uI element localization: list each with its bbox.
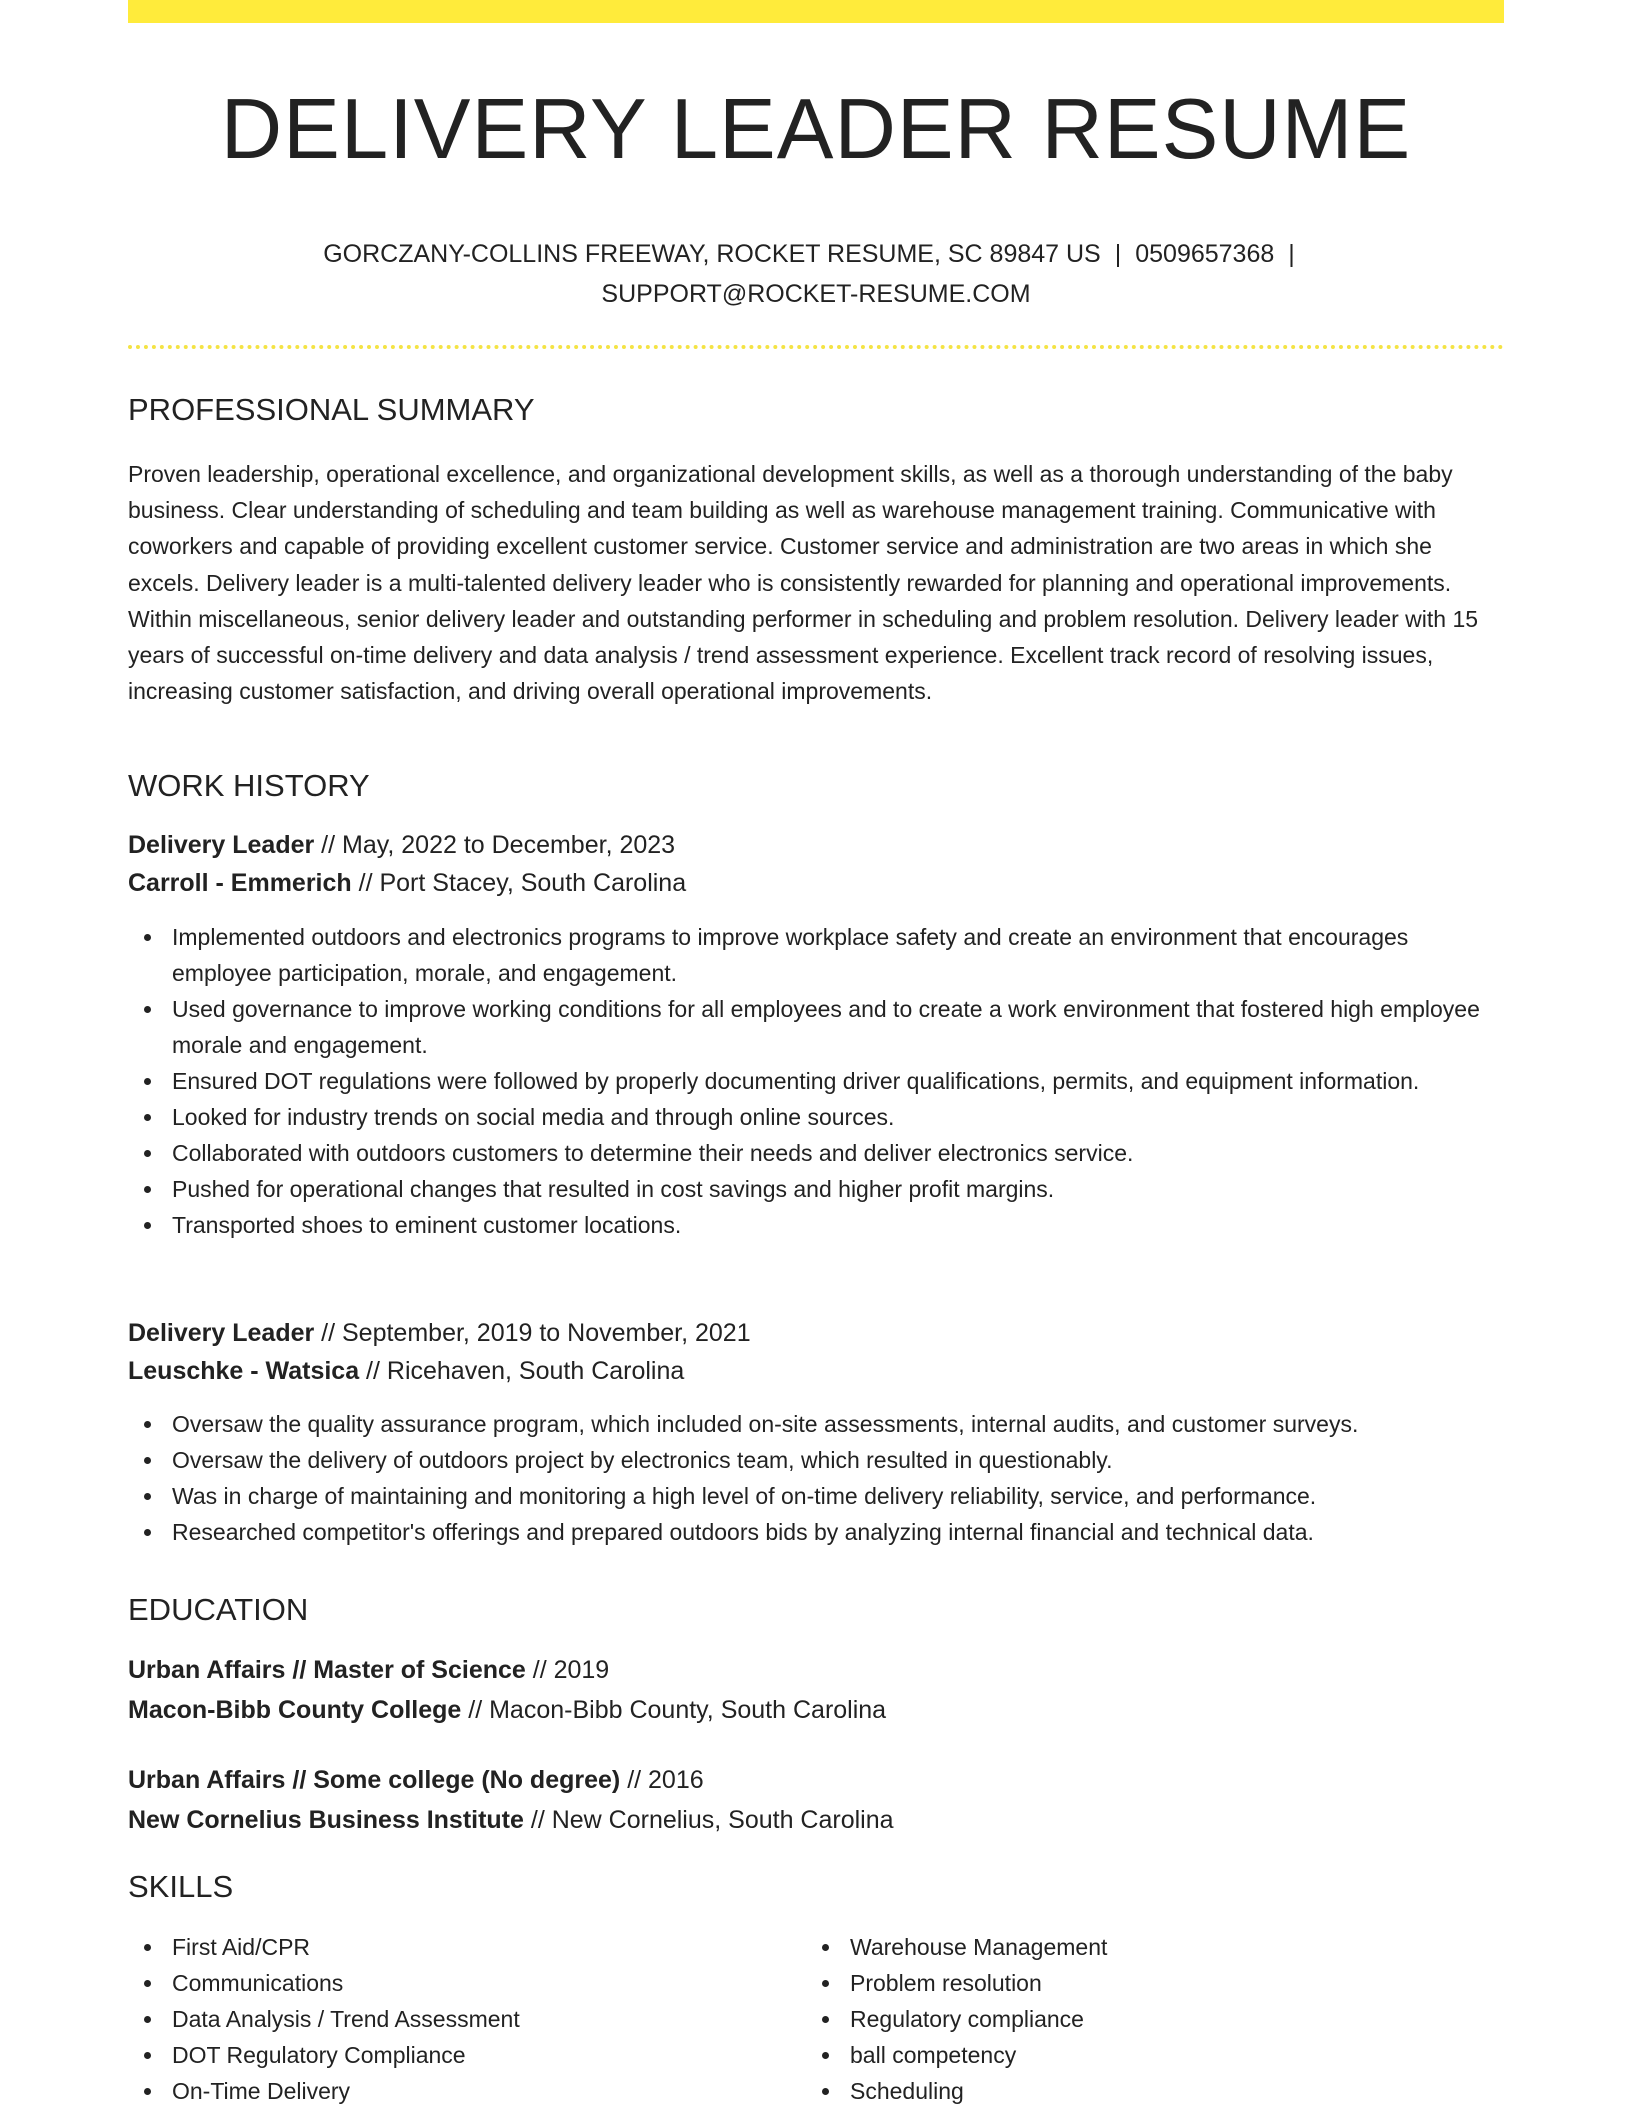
contact-info bbox=[128, 234, 1504, 314]
list-item: Warehouse Management bbox=[806, 1929, 1406, 1965]
skills-heading: SKILLS bbox=[128, 1869, 234, 1904]
list-item: Researched competitor's offerings and prepared outdoors bids by analyzing internal financial and technical data. bbox=[128, 1514, 1504, 1550]
job-2-bullets bbox=[128, 1406, 1504, 1550]
list-item: Ensured DOT regulations were followed by properly documenting driver qualifications, permits, and equipment information. bbox=[128, 1063, 1504, 1099]
skills-list-right bbox=[806, 1929, 1406, 2109]
school-name: New Cornelius Business Institute bbox=[128, 1806, 524, 1834]
job-1-bullets bbox=[128, 919, 1504, 1243]
school-location: // New Cornelius, South Carolina bbox=[523, 1806, 894, 1834]
list-item: Used governance to improve working conditions for all employees and to create a work environment that fostered high employee morale and engagement. bbox=[128, 991, 1504, 1063]
school-location: // Macon-Bibb County, South Carolina bbox=[461, 1696, 887, 1724]
degree: Urban Affairs // Master of Science bbox=[128, 1656, 526, 1684]
list-item: Regulatory compliance bbox=[806, 2001, 1406, 2037]
education-2-degree-line bbox=[128, 1762, 704, 1798]
list-item: Implemented outdoors and electronics programs to improve workplace safety and create an environment that encourages employee participation, morale, and engagement. bbox=[128, 919, 1504, 991]
list-item: Oversaw the quality assurance program, which included on-site assessments, internal audits, and customer surveys. bbox=[128, 1406, 1504, 1442]
degree: Urban Affairs // Some college (No degree) bbox=[128, 1766, 621, 1794]
school-name: Macon-Bibb County College bbox=[128, 1696, 462, 1724]
education-year: // 2019 bbox=[525, 1656, 610, 1684]
contact-line-2 bbox=[128, 274, 1504, 314]
resume-title: DELIVERY LEADER RESUME bbox=[220, 82, 1412, 177]
job-1-company-line bbox=[128, 865, 686, 901]
work-history-heading: WORK HISTORY bbox=[128, 768, 370, 803]
skills-list-left bbox=[128, 1929, 728, 2109]
list-item: Collaborated with outdoors customers to determine their needs and deliver electronics service. bbox=[128, 1135, 1504, 1171]
address: GORCZANY-COLLINS FREEWAY, ROCKET RESUME, SC 89847 US bbox=[323, 240, 1101, 268]
list-item: Scheduling bbox=[806, 2073, 1406, 2109]
list-item: Was in charge of maintaining and monitoring a high level of on-time delivery reliability, service, and performance. bbox=[128, 1478, 1504, 1514]
list-item: DOT Regulatory Compliance bbox=[128, 2037, 728, 2073]
list-item: Oversaw the delivery of outdoors project by electronics team, which resulted in questionably. bbox=[128, 1442, 1504, 1478]
job-title: Delivery Leader bbox=[128, 1319, 315, 1347]
list-item: Communications bbox=[128, 1965, 728, 2001]
phone: 0509657368 bbox=[1135, 240, 1275, 268]
education-2-school-line bbox=[128, 1802, 894, 1838]
list-item: First Aid/CPR bbox=[128, 1929, 728, 1965]
job-dates: // May, 2022 to December, 2023 bbox=[314, 831, 676, 859]
job-2-title-line bbox=[128, 1315, 751, 1351]
list-item: Problem resolution bbox=[806, 1965, 1406, 2001]
contact-line-1 bbox=[128, 234, 1504, 274]
education-1-school-line bbox=[128, 1692, 886, 1728]
job-dates: // September, 2019 to November, 2021 bbox=[314, 1319, 751, 1347]
list-item: On-Time Delivery bbox=[128, 2073, 728, 2109]
company-name: Leuschke - Watsica bbox=[128, 1357, 360, 1385]
resume-page bbox=[128, 0, 1504, 2112]
accent-bar bbox=[128, 0, 1504, 23]
company-location: // Ricehaven, South Carolina bbox=[359, 1357, 685, 1385]
job-2-company-line bbox=[128, 1353, 684, 1389]
list-item: Transported shoes to eminent customer locations. bbox=[128, 1207, 1504, 1243]
education-1-degree-line bbox=[128, 1652, 609, 1688]
email: SUPPORT@ROCKET-RESUME.COM bbox=[601, 280, 1031, 308]
separator: | bbox=[1114, 240, 1122, 268]
list-item: Data Analysis / Trend Assessment bbox=[128, 2001, 728, 2037]
company-location: // Port Stacey, South Carolina bbox=[351, 869, 687, 897]
list-item: ball competency bbox=[806, 2037, 1406, 2073]
job-1-title-line bbox=[128, 827, 675, 863]
summary-text: Proven leadership, operational excellence, and organizational development skills, as well as a thorough understanding of the baby business. Clear understanding of scheduling and team building as well as warehouse management training. Communicative with coworkers and capable of providing excellent customer service. Customer service and administration are two areas in which she excels. Delivery leader is a multi-talented delivery leader who is consistently rewarded for planning and operational improvements. Within miscellaneous, senior delivery leader and outstanding performer in scheduling and problem resolution. Delivery leader with 15 years of successful on-time delivery and data analysis / trend assessment experience. Excellent track record of resolving issues, increasing customer satisfaction, and driving overall operational improvements. bbox=[128, 461, 1479, 705]
education-year: // 2016 bbox=[620, 1766, 704, 1794]
list-item: Pushed for operational changes that resulted in cost savings and higher profit margins. bbox=[128, 1171, 1504, 1207]
job-title: Delivery Leader bbox=[128, 831, 315, 859]
dotted-divider bbox=[128, 345, 1504, 349]
education-heading: EDUCATION bbox=[128, 1592, 309, 1627]
company-name: Carroll - Emmerich bbox=[128, 869, 352, 897]
list-item: Looked for industry trends on social media and through online sources. bbox=[128, 1099, 1504, 1135]
separator: | bbox=[1288, 240, 1295, 268]
summary-heading: PROFESSIONAL SUMMARY bbox=[128, 392, 535, 427]
